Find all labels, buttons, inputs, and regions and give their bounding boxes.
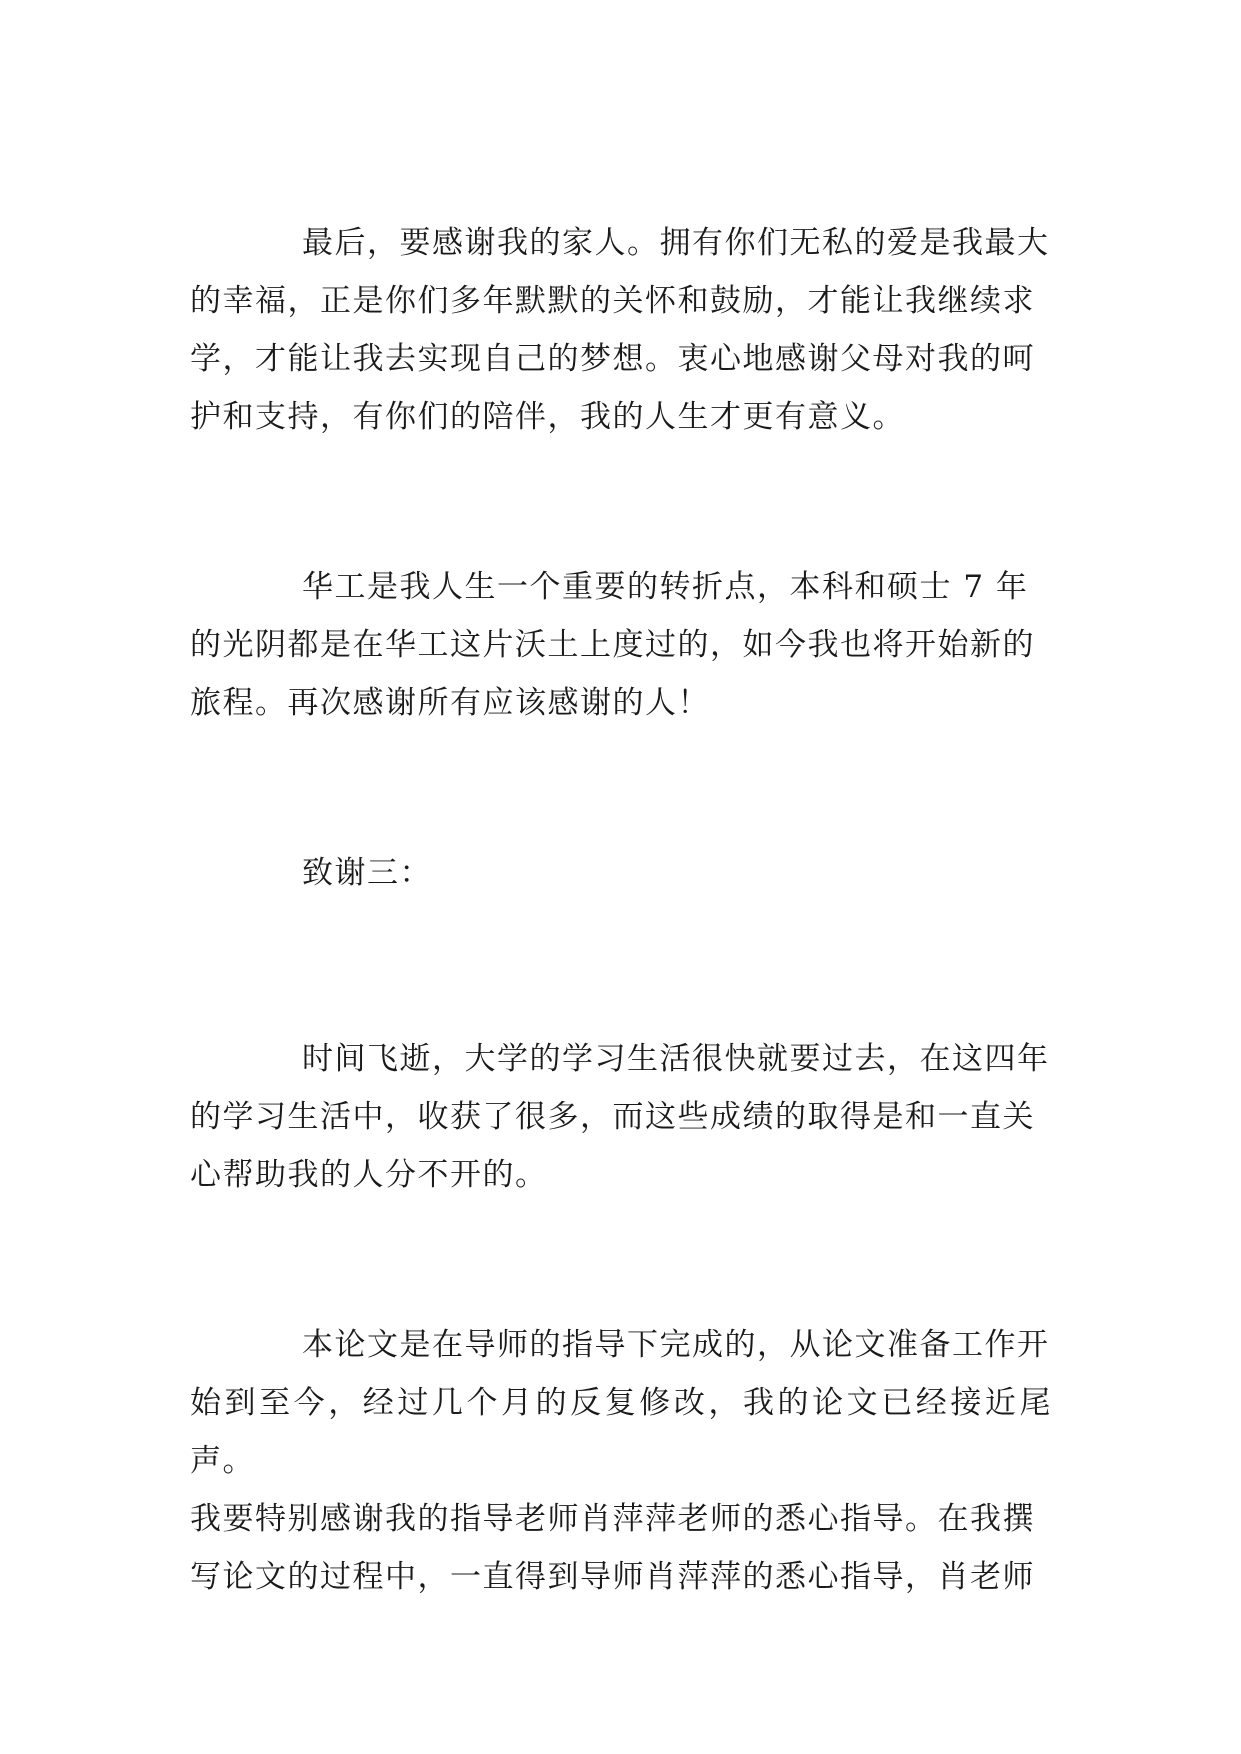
text-line: 的学习生活中，收获了很多，而这些成绩的取得是和一直关 [190,1099,1035,1135]
text-line: 本论文是在导师的指导下完成的，从论文准备工作开 [302,1327,1050,1363]
text-line: 心帮助我的人分不开的。 [190,1157,548,1193]
text-line: 学，才能让我去实现自己的梦想。衷心地感谢父母对我的呵 [190,341,1035,377]
text-line: 我要特别感谢我的指导老师肖萍萍老师的悉心指导。在我撰 [190,1501,1035,1537]
text-line: 写论文的过程中，一直得到导师肖萍萍的悉心指导，肖老师 [190,1559,1035,1595]
text-line: 旅程。再次感谢所有应该感谢的人！ [190,685,710,721]
text-line: 最后，要感谢我的家人。拥有你们无私的爱是我最大 [302,225,1050,261]
paragraph-family-thanks [190,214,1052,446]
text-line: 始到至今，经过几个月的反复修改，我的论文已经接近尾声。 [190,1385,1052,1479]
paragraph-school-thanks [190,558,1052,732]
text-line: 的光阴都是在华工这片沃土上度过的，如今我也将开始新的 [190,627,1035,663]
paragraph-time-flies [190,1030,1052,1204]
section-heading: 致谢三： [302,855,432,891]
text-line: 护和支持，有你们的陪伴，我的人生才更有意义。 [190,399,905,435]
text-line: 华工是我人生一个重要的转折点，本科和硕士 7 年 [302,569,1029,605]
text-line: 的幸福，正是你们多年默默的关怀和鼓励，才能让我继续求 [190,283,1035,319]
paragraph-advisor-thanks [190,1316,1052,1606]
text-line: 时间飞逝，大学的学习生活很快就要过去，在这四年 [302,1041,1050,1077]
